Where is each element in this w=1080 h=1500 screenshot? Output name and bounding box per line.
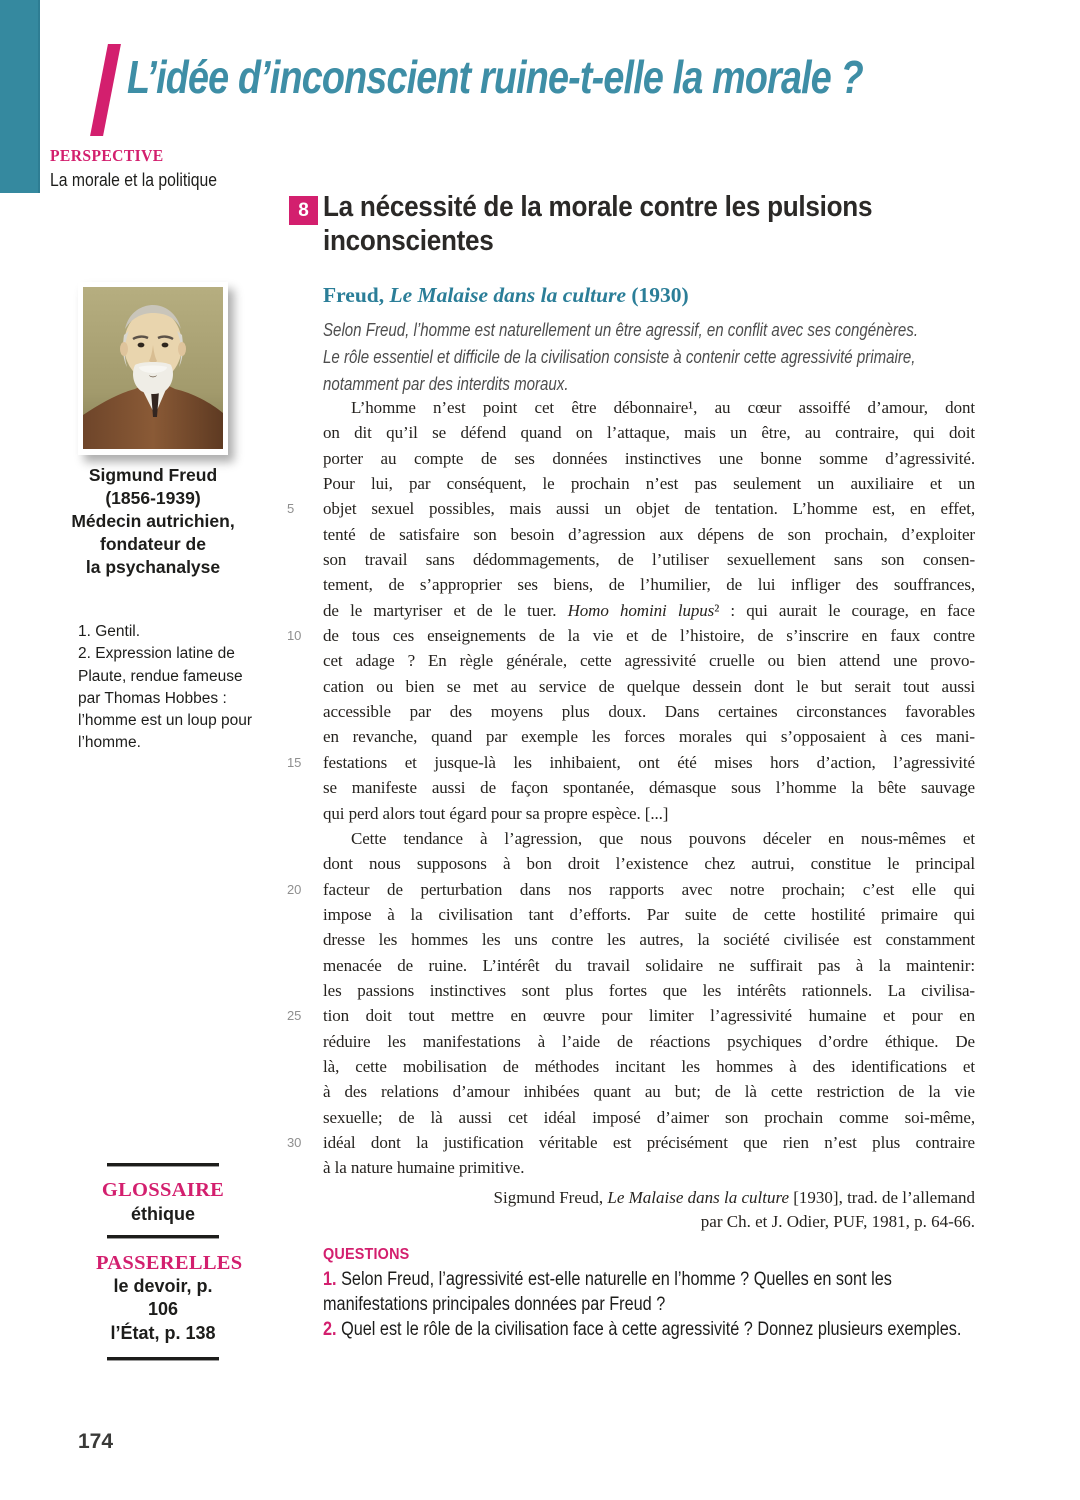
text-line: de le martyriser et de le tuer. Homo homini lupus² : qui aurait le courage, en face: [323, 600, 975, 620]
glossaire-entry: éthique: [130, 1204, 195, 1224]
perspective-label: PERSPECTIVE: [50, 146, 164, 165]
text-line: de tous ces enseignements de la vie et de l’histoire, de s’inscrire en faux contre 10: [323, 623, 975, 648]
text-line: se manifeste aussi de façon spontanée, démasque sous l’homme la bête sauvage: [323, 778, 975, 798]
text-line: L’homme n’est point cet être débonnaire¹, au cœur assoiffé d’amour, dont: [351, 398, 975, 417]
text-line: festations et jusque-là les inhibaient, ont été mises hors d’action, l’agressivité 15: [323, 750, 975, 775]
line-number: 10: [287, 628, 302, 644]
freud-portrait-photo: [83, 287, 223, 449]
text-line: tion doit tout mettre en œuvre pour limiter l’agressivité humaine et pour en 25: [323, 1003, 975, 1028]
footnote-1: 1. Gentil.: [78, 623, 141, 640]
text-line: tenté de satisfaire son besoin d’agression aux dépens de son prochain, d’exploiter: [323, 524, 975, 544]
references-box: [96, 1163, 243, 1361]
text-line: dont nous supposons à bon droit l’existence chez autrui, constitue le principal: [323, 854, 975, 874]
line-number: 15: [287, 754, 302, 770]
attribution-line-2: par Ch. et J. Odier, PUF, 1981, p. 64-66.: [700, 1211, 975, 1231]
question-item-2: [323, 1317, 981, 1342]
line-number: 25: [287, 1008, 302, 1024]
text-line: sexuelle; de là aussi cet idéal imposé d’aimer son prochain comme soi-même,: [323, 1107, 975, 1127]
footnote-2: 2. Expression latine de Plaute, rendue fameuse par Thomas Hobbes : l’homme est un loup pour l’homme.: [78, 645, 253, 752]
chapeau-text: Selon Freud, l’homme est naturellement un être agressif, en conflit avec ses congénères. Le rôle essentiel et difficile de la civilisation consiste à contenir cette agressivité primaire, notamment par des interdits moraux.: [323, 319, 919, 394]
text-line: Cette tendance à l’agression, que nous pouvons déceler en nous-mêmes et: [351, 828, 975, 848]
text-line: les passions instinctives sont plus fortes que les intérêts rationnels. La civilisa-: [323, 980, 975, 1000]
text-line: Pour lui, par conséquent, le prochain n’est pas seulement un auxiliaire et un: [323, 474, 975, 494]
passerelles-title: PASSERELLES: [96, 1252, 243, 1274]
line-number: 5: [287, 501, 295, 517]
text-line: dresse les hommes les uns contre les autres, la société civilisée est constamment: [323, 930, 975, 950]
text-line: cet adage ? En règle générale, cette agressivité cruelle ou bien attend une provo-: [323, 651, 975, 671]
question-number: 2.: [323, 1319, 337, 1340]
text-line: en revanche, quand par exemple les forces morales qui s’opposaient à ces mani-: [323, 727, 975, 747]
text-line: idéal dont la justification véritable est précisément que rien n’est plus contraire 30: [323, 1130, 975, 1155]
text-line: menacée de ruine. L’intérêt du travail solidaire ne suffirait pas à la maintenir:: [323, 955, 975, 975]
text-line: on dit qu’il se défend quand on l’attaque, mais un être, au contraire, qui doit: [323, 423, 975, 443]
text-line: cation ou bien se met au service de quelque dessein dont le but serait tout aussi: [323, 676, 975, 696]
rule-bottom: [107, 1357, 219, 1361]
text-line: réduire les manifestations à l’aide de réactions psychiques d’ordre éthique. De: [323, 1031, 975, 1051]
text-line: qui perd alors tout égard pour sa propre espèce. [...]: [323, 803, 669, 823]
question-number: 1.: [323, 1269, 337, 1290]
section-title: La nécessité de la morale contre les pulsions inconscientes: [323, 191, 873, 257]
attribution-line-1: Sigmund Freud, Le Malaise dans la culture [1930], trad. de l’allemand: [493, 1188, 975, 1207]
freud-photo-frame: [78, 282, 228, 455]
passerelles-link-etat: l’État, p. 138: [110, 1323, 216, 1343]
photo-caption-dates: (1856-1939): [105, 488, 201, 508]
text-line: accessible par des moyens plus doux. Dans certaines circonstances favorables: [323, 702, 975, 722]
text-line: facteur de perturbation dans nos rapports avec notre prochain; c’est elle qui 20: [323, 877, 975, 902]
text-line: tement, de s’approprier ses biens, de l’humilier, de lui infliger des souffrances,: [323, 575, 975, 595]
photo-caption: [33, 464, 273, 579]
page-number: 174: [78, 1430, 114, 1453]
photo-caption-role: Médecin autrichien, fondateur de la psychanalyse: [71, 511, 235, 577]
text-line: son travail sans dédommagements, de l’utiliser sexuellement sans son consen-: [323, 550, 975, 570]
text-line: là, cette mobilisation de méthodes incitant les hommes à des identifications et: [323, 1056, 975, 1076]
rule-top: [107, 1163, 219, 1167]
text-line: à des relations d’amour inhibées quant au but; de là cette restriction de la vie: [323, 1082, 975, 1102]
text-line: à la nature humaine primitive.: [323, 1158, 525, 1178]
section-number-badge: 8: [289, 196, 318, 225]
question-item-1: [323, 1267, 981, 1317]
question-text: Quel est le rôle de la civilisation face à cette agressivité ? Donnez plusieurs exemples.: [341, 1319, 962, 1340]
text-line: porter au compte de ses données instinctives une bonne somme d’agressivité.: [323, 448, 975, 468]
pink-slash-mark: [90, 44, 121, 136]
perspective-subject: La morale et la politique: [50, 169, 217, 190]
photo-caption-name: Sigmund Freud: [88, 465, 218, 485]
body-text: [287, 395, 975, 1181]
footnotes-block: [78, 621, 256, 755]
attribution: [494, 1186, 975, 1233]
source-subtitle: Freud, Le Malaise dans la culture (1930): [323, 283, 689, 307]
question-text: Selon Freud, l’agressivité est-elle naturelle en l’homme ? Quelles en sont les manifestations principales données par Freud ?: [323, 1269, 892, 1315]
text-line: impose à la civilisation tant d’efforts. Par suite de cette hostilité primaire qui: [323, 904, 975, 924]
page-title: L’idée d’inconscient ruine-t-elle la morale ?: [127, 51, 863, 103]
line-number: 20: [287, 881, 302, 897]
teal-corner-block: [0, 0, 40, 193]
rule-middle: [107, 1235, 219, 1239]
line-number: 30: [287, 1134, 302, 1150]
glossaire-title: GLOSSAIRE: [101, 1179, 225, 1201]
questions-label: QUESTIONS: [323, 1246, 410, 1263]
text-line: objet sexuel possibles, mais aussi un objet de tentation. L’homme est, en effet, 5: [323, 496, 975, 521]
passerelles-link-devoir: le devoir, p. 106: [113, 1276, 213, 1319]
